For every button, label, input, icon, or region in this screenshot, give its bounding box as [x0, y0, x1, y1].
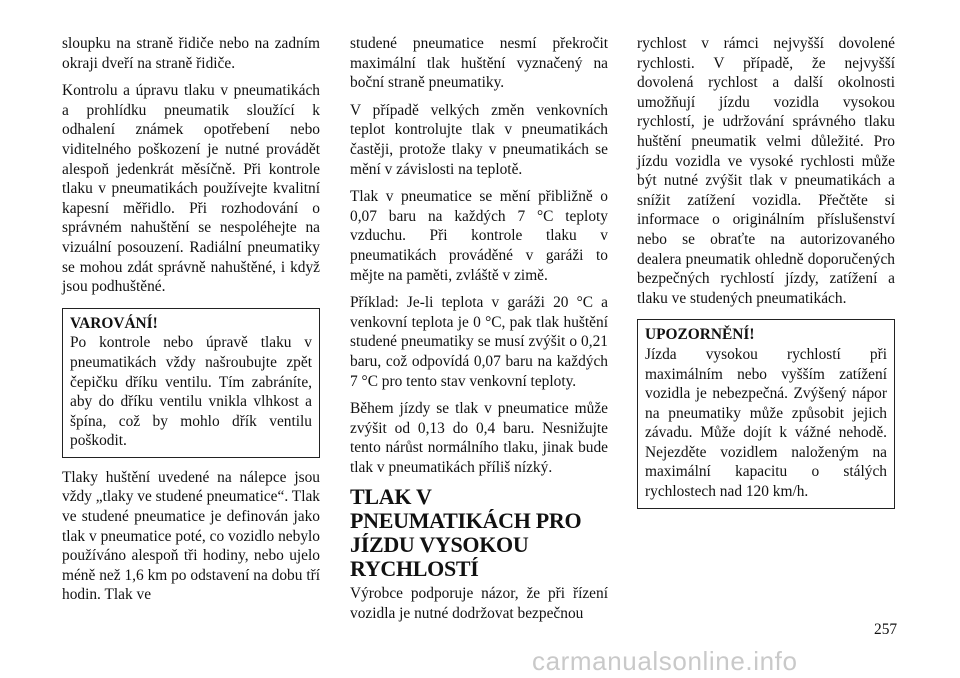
- paragraph: Kontrolu a úpravu tlaku v pneumatikách a prohlídku pneumatik sloužící k odhalení známek opotřebení nebo viditelného poškození je nutné provádět alespoň jedenkrát měsíčně. Při kontrole tlaku v pneumatikách používejte kvalitní kapesní měřidlo. Při rozhodování o správném nahuštění se nespoléhejte na vizuální posouzení. Radiální pneumatiky se mohou zdát správně nahuštěné, i když jsou podhuštěné.: [62, 82, 320, 296]
- column-1: [62, 34, 320, 613]
- caution-title: UPOZORNĚNÍ!: [645, 326, 755, 344]
- paragraph: Tlaky huštění uvedené na nálepce jsou vždy „tlaky ve studené pneumatice“. Tlak ve studené pneumatice je definován jako tlak v pneumatice poté, co vozidlo nebylo používáno alespoň tři hodiny, nebo ujelo méně než 1,6 km po odstavení na dobu tří hodin. Tlak ve: [62, 468, 320, 604]
- warning-title: VAROVÁNÍ!: [70, 314, 158, 332]
- page-number: 257: [874, 621, 898, 638]
- warning-text: Po kontrole nebo úpravě tlaku v pneumatikách vždy našroubujte zpět čepičku dříku ventilu. Tím zabráníte, aby do dříku ventilu vnikla vlhkost a špína, což by mohlo dřík ventilu poškodit.: [70, 334, 312, 450]
- paragraph: Během jízdy se tlak v pneumatice může zvýšit od 0,13 do 0,4 baru. Nesnižujte tento nárůst normálního tlaku, jinak bude tlak v pneumatikách příliš nízký.: [350, 400, 608, 476]
- paragraph: sloupku na straně řidiče nebo na zadním okraji dveří na straně řidiče.: [62, 35, 320, 72]
- column-3: [637, 34, 895, 519]
- paragraph: Tlak v pneumatice se mění přibližně o 0,07 baru na každých 7 °C teploty vzduchu. Při kontrole tlaku v pneumatikách prováděné v garáži to mějte na paměti, zvláště v zimě.: [350, 188, 608, 284]
- paragraph: rychlost v rámci nejvyšší dovolené rychlosti. V případě, že nejvyšší dovolená rychlost a další okolnosti umožňují jízdu vozidla vysokou rychlostí, je udržování správného tlaku huštění pneumatik velmi důležité. Pro jízdu vozidla ve vysoké rychlosti může být nutné zvýšit tlak v pneumatikách a snížit zatížení vozidla. Přečtěte si informace o originálním příslušenství nebo se obraťte na autorizovaného dealera pneumatik ohledně doporučených bezpečných rychlostí jízdy, zatížení a tlaku ve studených pneumatikách.: [637, 35, 895, 307]
- paragraph: V případě velkých změn venkovních teplot kontrolujte tlak v pneumatikách častěji, protože tlaky v pneumatikách se mění v závislosti na teplotě.: [350, 101, 608, 178]
- paragraph: studené pneumatice nesmí překročit maximální tlak huštění vyznačený na boční straně pneumatiky.: [350, 35, 608, 92]
- paragraph: Výrobce podporuje názor, že při řízení vozidla je nutné dodržovat bezpečnou: [350, 585, 608, 623]
- column-2: [350, 34, 608, 632]
- watermark: carmanualsonline.info: [532, 646, 798, 676]
- caution-box: [637, 319, 895, 508]
- paragraph: Příklad: Je-li teplota v garáži 20 °C a venkovní teplota je 0 °C, pak tlak huštění studené pneumatiky se musí zvýšit o 0,21 baru, což odpovídá 0,07 baru na každých 7 °C pro tento stav venkovní teploty.: [350, 294, 608, 390]
- warning-box: [62, 308, 320, 458]
- section-heading: TLAK V PNEUMATIKÁCH PRO JÍZDU VYSOKOU RYCHLOSTÍ: [350, 484, 582, 582]
- caution-text: Jízda vysokou rychlostí při maximálním nebo vyšším zatížení vozidla je nebezpečná. Zvýšený nápor na pneumatiky může způsobit jejich závadu. Může dojít k vážné nehodě. Nejezděte vozidlem naloženým na maximální kapacitu o stálých rychlostech nad 120 km/h.: [645, 345, 887, 501]
